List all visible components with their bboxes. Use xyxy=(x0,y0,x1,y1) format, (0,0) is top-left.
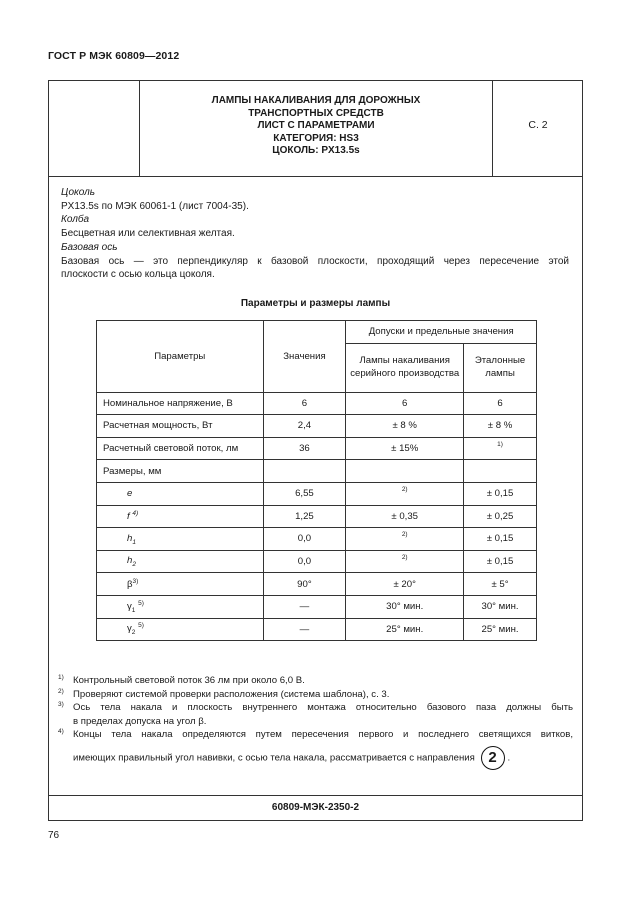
cell-serial: ± 15% xyxy=(346,437,464,460)
symbol: h xyxy=(127,555,133,567)
footer-code: 60809-МЭК-2350-2 xyxy=(271,802,360,813)
table-row xyxy=(97,618,537,641)
row-symbol: e xyxy=(97,482,264,505)
footnote-mark: 2) xyxy=(58,687,64,695)
cell-serial: 30° мин. xyxy=(346,595,464,618)
footnote-ref: 2) xyxy=(401,531,408,539)
cell-value: 2,4 xyxy=(263,415,346,438)
cell-reference: 30° мин. xyxy=(464,595,537,618)
row-label: Размеры, мм xyxy=(97,460,264,483)
row-label: Номинальное напряжение, В xyxy=(97,392,264,415)
cell-value: 0,0 xyxy=(263,550,346,573)
footnotes xyxy=(57,674,573,770)
cell-reference: ± 0,15 xyxy=(464,528,537,551)
footnote xyxy=(57,701,573,728)
cell-serial: ± 20° xyxy=(346,573,464,596)
cell-reference: ± 5° xyxy=(464,573,537,596)
table-row xyxy=(97,482,537,505)
cell-value: 6,55 xyxy=(263,482,346,505)
parameters-table xyxy=(96,320,537,641)
table-row xyxy=(97,595,537,618)
cap-text: PX13.5s по МЭК 60061-1 (лист 7004-35). xyxy=(61,200,249,212)
empty-cell xyxy=(263,460,346,483)
row-label: Расчетный световой поток, лм xyxy=(97,437,264,460)
cell-value: 6 xyxy=(263,392,346,415)
footnote-text: Ось тела накала и плоскость внутреннего монтажа относительно базового паза должны быть xyxy=(73,702,573,714)
footnote-ref: 5) xyxy=(138,622,144,630)
footnote xyxy=(57,688,573,702)
subscript: 1 xyxy=(131,606,136,614)
table-row xyxy=(97,505,537,528)
page-number: 76 xyxy=(48,830,60,841)
cell-reference xyxy=(464,437,537,460)
table-row xyxy=(97,460,537,483)
sheet-frame xyxy=(48,80,583,821)
footnote-ref: 4) xyxy=(132,510,139,518)
cell-value: 90° xyxy=(263,573,346,596)
subscript: 1 xyxy=(132,538,136,546)
symbol: h xyxy=(127,532,133,544)
sheet-header xyxy=(49,81,582,177)
symbol: γ xyxy=(127,600,132,612)
table-row xyxy=(97,573,537,596)
table-header-row xyxy=(97,321,537,344)
cell-reference: ± 0,15 xyxy=(464,482,537,505)
footnote-ref: 3) xyxy=(132,578,139,586)
header-left-cell xyxy=(49,81,140,176)
title-line: ЛАМПЫ НАКАЛИВАНИЯ ДЛЯ ДОРОЖНЫХ xyxy=(211,95,421,106)
footnote-text: в пределах допуска на угол β. xyxy=(73,715,207,727)
title-line: ЦОКОЛЬ: PX13.5s xyxy=(272,145,360,157)
cell-value: 36 xyxy=(263,437,346,460)
symbol: β xyxy=(127,579,133,591)
axis-text: плоскости с осью кольца цоколя. xyxy=(61,269,215,281)
cell-serial: 6 xyxy=(346,392,464,415)
row-symbol xyxy=(97,618,264,641)
cell-value: — xyxy=(263,618,346,641)
footnote-text: Концы тела накала определяются путем пересечения первого и последнего светящихся витков, xyxy=(73,729,573,741)
cell-reference: ± 0,25 xyxy=(464,505,537,528)
direction-circle-mark: 2 xyxy=(481,746,505,770)
row-symbol xyxy=(97,573,264,596)
footnote-ref: 2) xyxy=(401,486,408,494)
symbol: f xyxy=(127,511,130,523)
subscript: 2 xyxy=(132,561,136,568)
cell-value: 0,0 xyxy=(263,528,346,551)
cell-serial xyxy=(346,528,464,551)
bulb-label: Колба xyxy=(61,214,90,226)
row-label: Расчетная мощность, Вт xyxy=(97,415,264,438)
cell-reference: 6 xyxy=(464,392,537,415)
title-line: ЛИСТ С ПАРАМЕТРАМИ xyxy=(257,120,375,132)
footnote xyxy=(57,728,573,770)
period: . xyxy=(507,752,511,764)
empty-cell xyxy=(346,460,464,483)
footnote xyxy=(57,674,573,688)
footnote-ref: 1) xyxy=(497,441,503,449)
description xyxy=(61,186,569,282)
footnote-text: Проверяют системой проверки расположения (система шаблона), с. 3. xyxy=(73,688,390,700)
header-right-cell xyxy=(492,81,583,176)
cell-reference: ± 0,15 xyxy=(464,550,537,573)
footnote-ref: 2) xyxy=(401,554,408,562)
bulb-text: Бесцветная или селективная желтая. xyxy=(61,228,235,240)
table-row xyxy=(97,550,537,573)
footnote-line xyxy=(73,746,573,770)
symbol: γ xyxy=(127,623,132,635)
subscript: 2 xyxy=(131,629,136,637)
empty-cell xyxy=(464,460,537,483)
row-symbol xyxy=(97,528,264,551)
cell-value: — xyxy=(263,595,346,618)
table-row xyxy=(97,392,537,415)
col-header-reference: Эталонные лампы xyxy=(464,343,537,392)
footnote-text: имеющих правильный угол навивки, с осью тела накала, рассматривается с направления xyxy=(73,752,475,764)
table-title: Параметры и размеры лампы xyxy=(240,298,391,309)
col-header-params: Параметры xyxy=(97,321,264,393)
cell-serial: 25° мин. xyxy=(346,618,464,641)
title-line: ТРАНСПОРТНЫХ СРЕДСТВ xyxy=(248,107,384,119)
cell-serial: ± 8 % xyxy=(346,415,464,438)
cell-serial xyxy=(346,550,464,573)
sheet-number: С. 2 xyxy=(528,119,548,131)
cell-value: 1,25 xyxy=(263,505,346,528)
table-row xyxy=(97,415,537,438)
cap-label: Цоколь xyxy=(61,187,96,198)
row-symbol xyxy=(97,505,264,528)
col-header-serial: Лампы накаливания серийного производства xyxy=(346,343,464,392)
document-code: ГОСТ Р МЭК 60809—2012 xyxy=(48,50,180,62)
axis-label: Базовая ось xyxy=(61,241,118,253)
sheet-footer xyxy=(49,795,582,821)
table-row xyxy=(97,437,537,460)
cell-serial xyxy=(346,482,464,505)
col-header-tolerances: Допуски и предельные значения xyxy=(346,321,537,344)
col-header-values: Значения xyxy=(263,321,346,393)
footnote-ref: 5) xyxy=(138,599,144,607)
table-row xyxy=(97,528,537,551)
title-line: КАТЕГОРИЯ: HS3 xyxy=(273,132,359,144)
footnote-mark: 1) xyxy=(58,674,64,681)
axis-text: Базовая ось — это перпендикуляр к базовой плоскости, проходящий через пересечение этой xyxy=(61,255,569,267)
cell-reference: 25° мин. xyxy=(464,618,537,641)
row-symbol xyxy=(97,595,264,618)
cell-serial: ± 0,35 xyxy=(346,505,464,528)
row-symbol xyxy=(97,550,264,573)
cell-reference: ± 8 % xyxy=(464,415,537,438)
sheet-title xyxy=(140,95,492,158)
footnote-mark: 4) xyxy=(58,728,64,736)
footnote-text: Контрольный световой поток 36 лм при около 6,0 В. xyxy=(73,675,305,686)
footnote-mark: 3) xyxy=(58,701,64,709)
